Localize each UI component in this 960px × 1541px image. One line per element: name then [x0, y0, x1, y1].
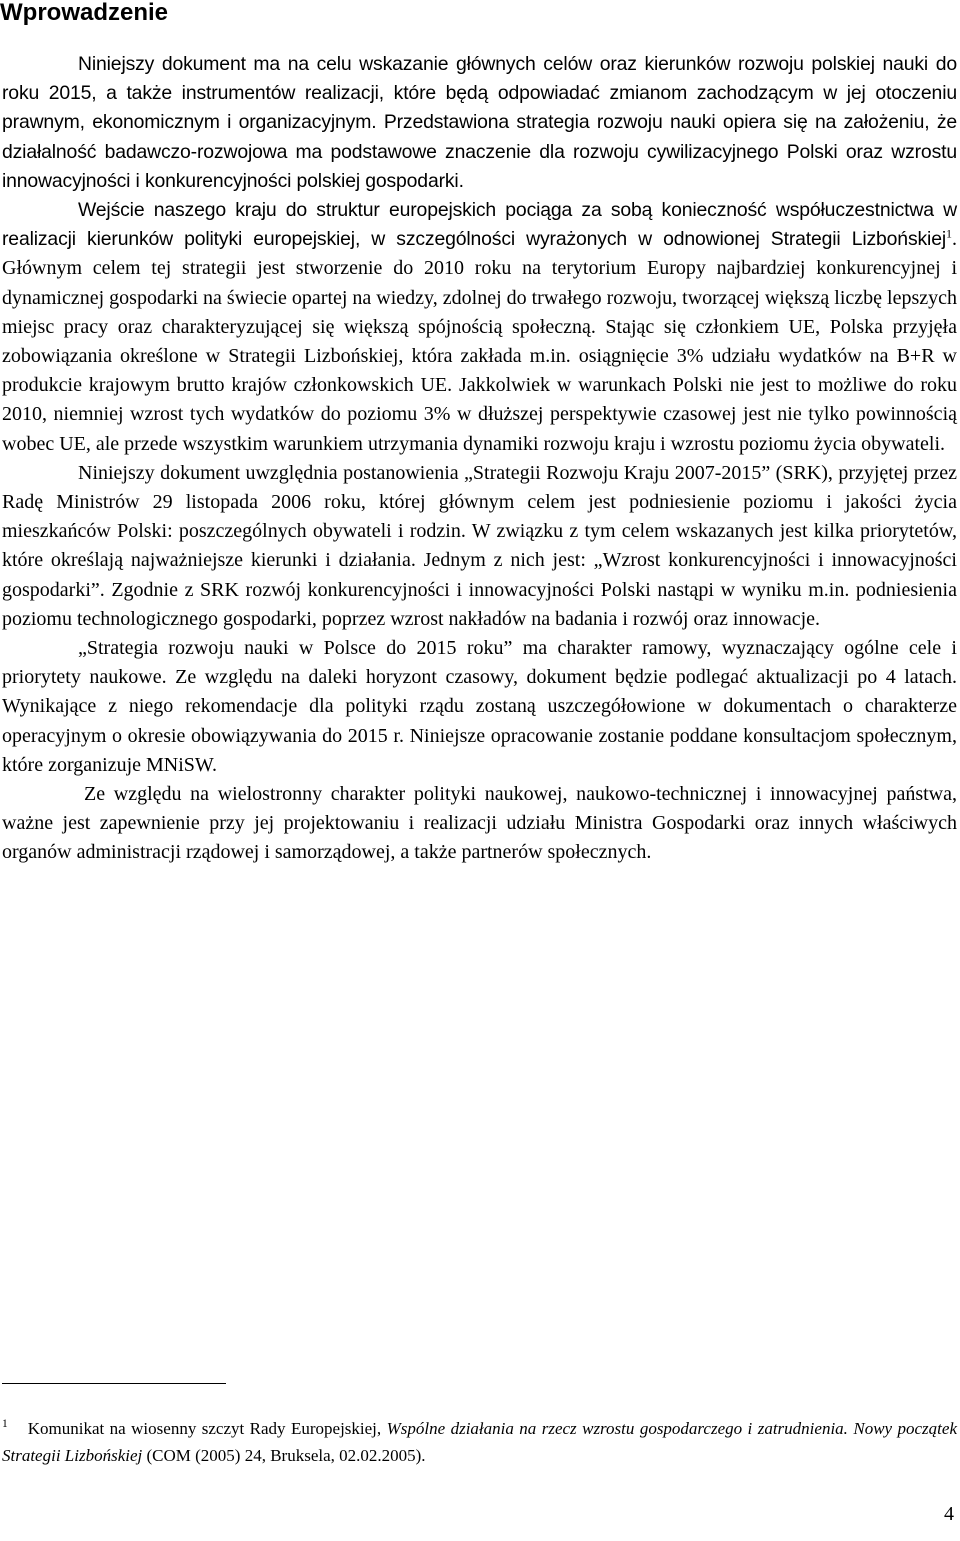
paragraph-2-serif-run: . Głównym celem tej strategii jest stworzenie do 2010 roku na terytorium Europy najbardziej konkurencyjnej i dynamicznej gospodarki na świecie opartej na wiedzy, zdolnej do trwałego rozwoju, tworzącej większą liczbę lepszych miejsc pracy oraz charakteryzującej się większą spójnością społeczną. Stając się członkiem UE, Polska przyjęła zobowiązania określone w Strategii Lizbońskiej, która zakłada m.in. osiągnięcie 3% udziału wydatków na B+R w produkcie krajowym brutto krajów członkowskich UE. Jakkolwiek w warunkach Polski nie jest to możliwe do roku 2010, niemniej wzrost tych wydatków do poziomu 3% w dłuższej perspektywie czasowej jest nie tylko powinnością wobec UE, ale przede wszystkim warunkiem utrzymania dynamiki rozwoju kraju i wzrostu poziomu życia obywateli. — [2, 228, 957, 455]
footnote — [2, 1416, 957, 1469]
paragraph-3: Niniejszy dokument uwzględnia postanowienia „Strategii Rozwoju Kraju 2007-2015” (SRK), przyjętej przez Radę Ministrów 29 listopada 2006 roku, której głównym celem jest podniesienie poziomu i jakości życia mieszkańców Polski: poszczególnych obywateli i rodzin. W związku z tym celem wskazanych jest kilka priorytetów, które określają najważniejsze kierunki i działania. Jednym z nich jest: „Wzrost konkurencyjności i innowacyjności gospodarki”. Zgodnie z SRK rozwój konkurencyjności i innowacyjności Polski nastąpi w wyniku m.in. podniesienia poziomu technologicznego gospodarki, poprzez wzrost nakładów na badania i rozwój oraz innowacje. — [2, 461, 957, 630]
footnote-separator — [2, 1383, 226, 1384]
page-number: 4 — [944, 1503, 954, 1525]
paragraph-1: Niniejszy dokument ma na celu wskazanie głównych celów oraz kierunków rozwoju polskiej nauki do roku 2015, a także instrumentów realizacji, które będą odpowiadać zmianom zachodzącym w jej otoczeniu prawnym, ekonomicznym i organizacyjnym. Przedstawiona strategia rozwoju nauki opiera się na założeniu, że działalność badawczo-rozwojowa ma podstawowe znaczenie dla rozwoju cywilizacyjnego Polski oraz wzrostu innowacyjności i konkurencyjności polskiej gospodarki. — [2, 53, 957, 192]
paragraph-2 — [2, 196, 957, 459]
footnote-text-a: Komunikat na wiosenny szczyt Rady Europejskiej, — [27, 1419, 387, 1438]
body-text — [2, 50, 957, 868]
page-title: Wprowadzenie — [0, 0, 169, 26]
footnote-text-b: (COM (2005) 24, Bruksela, 02.02.2005). — [142, 1445, 426, 1465]
footnote-mark: 1 — [2, 1418, 8, 1431]
paragraph-5: Ze względu na wielostronny charakter polityki naukowej, naukowo-technicznej i innowacyjnej państwa, ważne jest zapewnienie przy jej projektowaniu i realizacji udziału Ministra Gospodarki oraz innych właściwych organów administracji rządowej i samorządowej, a także partnerów społecznych. — [2, 783, 957, 864]
paragraph-4: „Strategia rozwoju nauki w Polsce do 2015 roku” ma charakter ramowy, wyznaczający ogólne cele i priorytety naukowe. Ze względu na daleki horyzont czasowy, dokument będzie podlegać aktualizacji po 4 latach. Wynikające z niego rekomendacje dla polityki rządu zostaną uszczegółowione w dokumentach o charakterze operacyjnym o okresie obowiązywania do 2015 r. Niniejsze opracowanie zostanie poddane konsultacjom społecznym, które zorganizuje MNiSW. — [2, 637, 957, 776]
footnote-reference: 1 — [946, 226, 952, 241]
footnote-italic-title: Wspólne działania na rzecz wzrostu gospodarczego i zatrudnienia. Nowy początek Strategii Lizbońskiej — [2, 1419, 957, 1465]
paragraph-2-sans-run: Wejście naszego kraju do struktur europejskich pociąga za sobą konieczność współuczestnictwa w realizacji kierunków polityki europejskiej, w szczególności wyrażonych w odnowionej Strategii Lizbońskiej — [2, 199, 957, 251]
